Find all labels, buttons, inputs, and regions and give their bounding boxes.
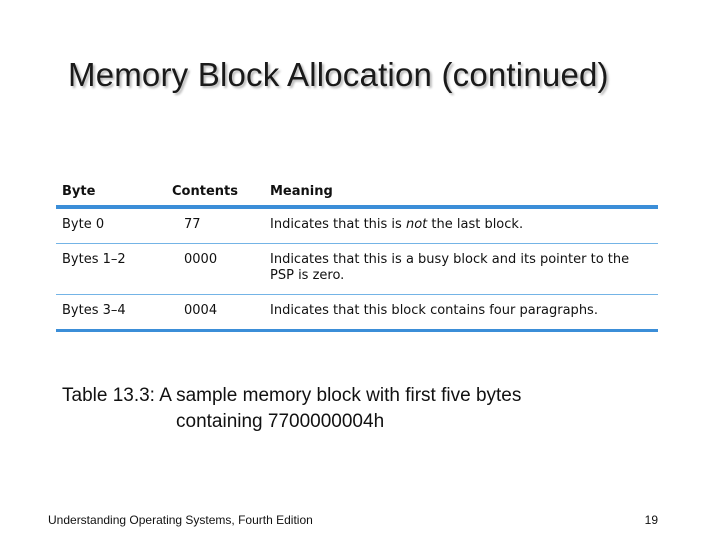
table-header-row — [56, 180, 658, 207]
cell-meaning — [264, 244, 658, 295]
memory-block-table — [56, 180, 658, 332]
caption-line-1: Table 13.3: A sample memory block with first five bytes — [62, 385, 522, 406]
meaning-text-end: the last block. — [427, 217, 524, 232]
meaning-text: Indicates that this is a busy block and its pointer to the PSP is zero. — [270, 252, 630, 283]
cell-byte: Bytes 3–4 — [56, 295, 166, 331]
table-row — [56, 207, 658, 244]
slide-title: Memory Block Allocation (continued) — [68, 56, 609, 93]
cell-contents: 0004 — [166, 295, 264, 331]
table-row — [56, 244, 658, 295]
cell-meaning — [264, 207, 658, 244]
caption-line-2: containing 7700000004h — [176, 411, 385, 432]
cell-contents: 0000 — [166, 244, 264, 295]
cell-byte: Bytes 1–2 — [56, 244, 166, 295]
cell-contents: 77 — [166, 207, 264, 244]
page-number: 19 — [644, 513, 658, 527]
table-row — [56, 295, 658, 331]
footer-source: Understanding Operating Systems, Fourth Edition — [48, 513, 313, 527]
cell-meaning — [264, 295, 658, 331]
meaning-text: Indicates that this block contains four paragraphs. — [270, 303, 598, 318]
meaning-text: Indicates that this is — [270, 217, 406, 232]
column-header-contents: Contents — [166, 180, 264, 207]
column-header-byte: Byte — [56, 180, 166, 207]
table-caption — [62, 383, 662, 435]
cell-byte: Byte 0 — [56, 207, 166, 244]
column-header-meaning: Meaning — [264, 180, 658, 207]
meaning-emphasis: not — [405, 217, 428, 232]
